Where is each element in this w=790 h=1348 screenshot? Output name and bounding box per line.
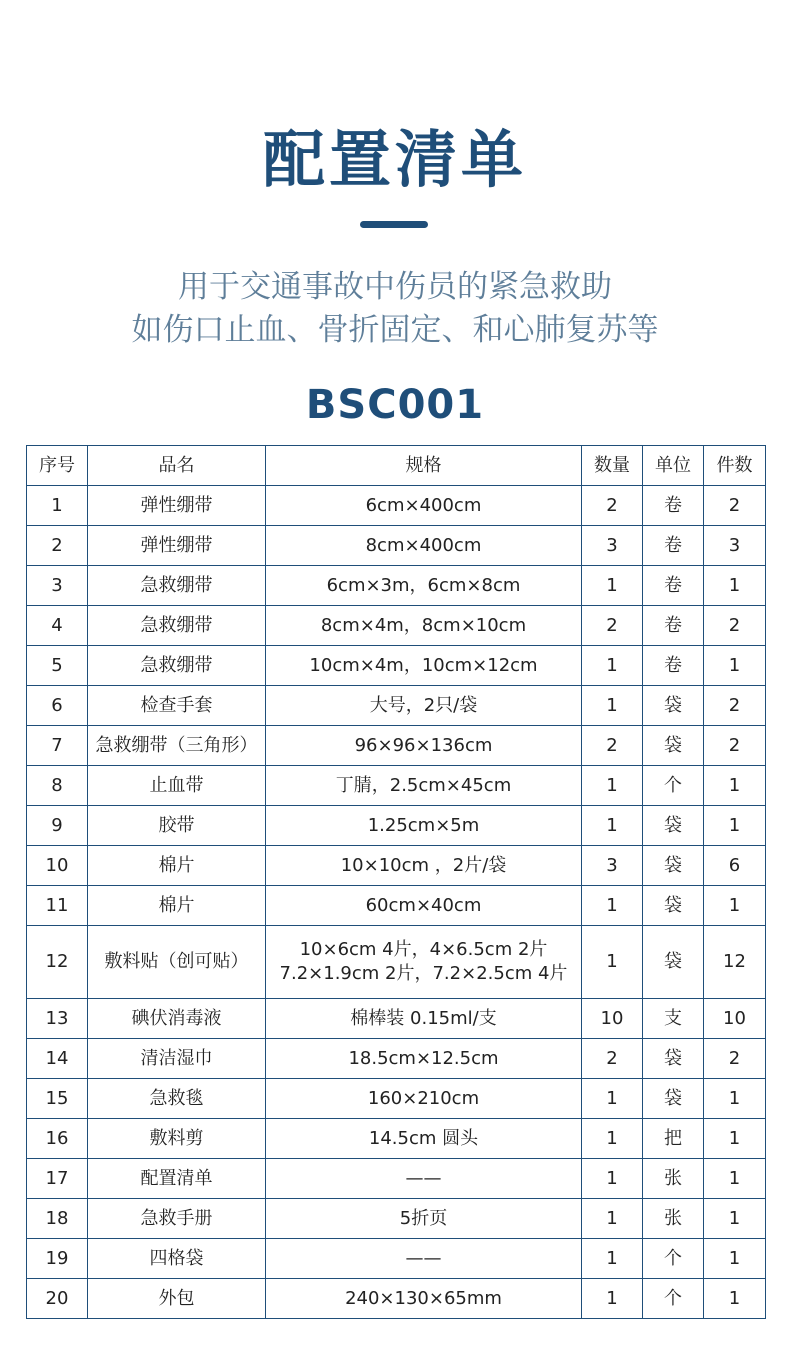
- page-title: 配置清单: [262, 123, 527, 196]
- cell-no: 10: [27, 846, 88, 886]
- cell-unit: 卷: [643, 606, 704, 646]
- cell-unit: 袋: [643, 926, 704, 999]
- cell-unit: 卷: [643, 526, 704, 566]
- cell-no: 3: [27, 566, 88, 606]
- cell-pieces: 1: [704, 886, 766, 926]
- cell-pieces: 1: [704, 566, 766, 606]
- cell-unit: 袋: [643, 726, 704, 766]
- table-row: [27, 726, 766, 766]
- cell-no: 19: [27, 1239, 88, 1279]
- cell-name: 配置清单: [88, 1159, 266, 1199]
- header-pieces: 件数: [704, 446, 766, 486]
- cell-spec: 10×10cm ，2片/袋: [266, 846, 582, 886]
- cell-no: 1: [27, 486, 88, 526]
- cell-name: 胶带: [88, 806, 266, 846]
- cell-spec-line-1: 10×6cm 4片，4×6.5cm 2片: [299, 939, 548, 960]
- table-row: [27, 486, 766, 526]
- table-header-row: [27, 446, 766, 486]
- cell-name: 敷料剪: [88, 1119, 266, 1159]
- cell-spec: 6cm×3m，6cm×8cm: [266, 566, 582, 606]
- cell-name: 急救绷带（三角形）: [88, 726, 266, 766]
- cell-spec: 8cm×4m，8cm×10cm: [266, 606, 582, 646]
- header-spec: 规格: [266, 446, 582, 486]
- cell-spec: 1.25cm×5m: [266, 806, 582, 846]
- cell-no: 18: [27, 1199, 88, 1239]
- cell-no: 12: [27, 926, 88, 999]
- model-number: BSC001: [305, 382, 485, 428]
- cell-pieces: 6: [704, 846, 766, 886]
- header-qty: 数量: [582, 446, 643, 486]
- cell-pieces: 2: [704, 726, 766, 766]
- cell-pieces: 1: [704, 1119, 766, 1159]
- cell-unit: 袋: [643, 886, 704, 926]
- cell-name: 棉片: [88, 886, 266, 926]
- cell-qty: 1: [582, 1159, 643, 1199]
- cell-name: 弹性绷带: [88, 526, 266, 566]
- table-row: [27, 526, 766, 566]
- table-row: [27, 926, 766, 999]
- cell-no: 13: [27, 999, 88, 1039]
- cell-unit: 袋: [643, 1039, 704, 1079]
- cell-pieces: 2: [704, 606, 766, 646]
- cell-qty: 1: [582, 1199, 643, 1239]
- header-unit: 单位: [643, 446, 704, 486]
- cell-no: 9: [27, 806, 88, 846]
- cell-pieces: 10: [704, 999, 766, 1039]
- cell-qty: 1: [582, 1079, 643, 1119]
- table-row: [27, 999, 766, 1039]
- cell-no: 15: [27, 1079, 88, 1119]
- table-row: [27, 1119, 766, 1159]
- table-row: [27, 606, 766, 646]
- cell-spec: 60cm×40cm: [266, 886, 582, 926]
- subtitle-line-2: 如伤口止血、骨折固定、和心肺复苏等: [131, 312, 659, 348]
- cell-pieces: 2: [704, 1039, 766, 1079]
- cell-qty: 3: [582, 526, 643, 566]
- cell-qty: 2: [582, 726, 643, 766]
- table-row: [27, 1239, 766, 1279]
- cell-name: 外包: [88, 1279, 266, 1319]
- cell-pieces: 1: [704, 1239, 766, 1279]
- cell-qty: 1: [582, 1119, 643, 1159]
- cell-spec: 18.5cm×12.5cm: [266, 1039, 582, 1079]
- cell-qty: 2: [582, 606, 643, 646]
- cell-qty: 2: [582, 486, 643, 526]
- cell-unit: 支: [643, 999, 704, 1039]
- cell-qty: 10: [582, 999, 643, 1039]
- cell-pieces: 1: [704, 646, 766, 686]
- cell-spec: 大号，2只/袋: [266, 686, 582, 726]
- cell-pieces: 1: [704, 1279, 766, 1319]
- cell-pieces: 2: [704, 486, 766, 526]
- cell-no: 17: [27, 1159, 88, 1199]
- cell-spec: ——: [266, 1159, 582, 1199]
- cell-no: 16: [27, 1119, 88, 1159]
- cell-unit: 卷: [643, 646, 704, 686]
- cell-pieces: 2: [704, 686, 766, 726]
- cell-qty: 1: [582, 1279, 643, 1319]
- cell-pieces: 1: [704, 1199, 766, 1239]
- cell-spec: 5折页: [266, 1199, 582, 1239]
- cell-name: 急救绷带: [88, 646, 266, 686]
- table-row: [27, 766, 766, 806]
- cell-no: 14: [27, 1039, 88, 1079]
- cell-spec: 丁腈，2.5cm×45cm: [266, 766, 582, 806]
- cell-spec: 240×130×65mm: [266, 1279, 582, 1319]
- table-row: [27, 646, 766, 686]
- table-row: [27, 1199, 766, 1239]
- cell-qty: 1: [582, 806, 643, 846]
- cell-qty: 2: [582, 1039, 643, 1079]
- cell-unit: 个: [643, 1279, 704, 1319]
- header-no: 序号: [27, 446, 88, 486]
- cell-no: 6: [27, 686, 88, 726]
- cell-name: 急救毯: [88, 1079, 266, 1119]
- table-row: [27, 846, 766, 886]
- cell-unit: 卷: [643, 486, 704, 526]
- cell-spec: ——: [266, 1239, 582, 1279]
- cell-pieces: 1: [704, 766, 766, 806]
- cell-pieces: 1: [704, 1079, 766, 1119]
- table-row: [27, 806, 766, 846]
- config-table-body: [27, 446, 766, 1319]
- cell-spec-line-2: 7.2×1.9cm 2片，7.2×2.5cm 4片: [279, 963, 568, 984]
- header-name: 品名: [88, 446, 266, 486]
- cell-qty: 1: [582, 646, 643, 686]
- table-row: [27, 1039, 766, 1079]
- cell-spec: 14.5cm 圆头: [266, 1119, 582, 1159]
- cell-qty: 1: [582, 766, 643, 806]
- subtitle-line-1: 用于交通事故中伤员的紧急救助: [178, 269, 612, 305]
- table-row: [27, 1079, 766, 1119]
- cell-no: 11: [27, 886, 88, 926]
- cell-pieces: 1: [704, 806, 766, 846]
- cell-name: 清洁湿巾: [88, 1039, 266, 1079]
- cell-name: 碘伏消毒液: [88, 999, 266, 1039]
- cell-name: 敷料贴（创可贴）: [88, 926, 266, 999]
- cell-name: 急救手册: [88, 1199, 266, 1239]
- table-row: [27, 686, 766, 726]
- cell-spec: 96×96×136cm: [266, 726, 582, 766]
- cell-qty: 1: [582, 886, 643, 926]
- cell-qty: 3: [582, 846, 643, 886]
- cell-name: 急救绷带: [88, 606, 266, 646]
- cell-spec: 棉棒装 0.15ml/支: [266, 999, 582, 1039]
- cell-qty: 1: [582, 1239, 643, 1279]
- cell-name: 检查手套: [88, 686, 266, 726]
- config-table: [26, 445, 766, 1319]
- cell-unit: 袋: [643, 686, 704, 726]
- table-row: [27, 1279, 766, 1319]
- title-divider: [360, 221, 428, 228]
- table-row: [27, 886, 766, 926]
- cell-name: 弹性绷带: [88, 486, 266, 526]
- cell-pieces: 1: [704, 1159, 766, 1199]
- cell-name: 棉片: [88, 846, 266, 886]
- cell-unit: 袋: [643, 806, 704, 846]
- cell-spec: 6cm×400cm: [266, 486, 582, 526]
- cell-no: 5: [27, 646, 88, 686]
- cell-unit: 袋: [643, 1079, 704, 1119]
- cell-spec: 10cm×4m，10cm×12cm: [266, 646, 582, 686]
- cell-spec: 8cm×400cm: [266, 526, 582, 566]
- cell-name: 急救绷带: [88, 566, 266, 606]
- cell-name: 止血带: [88, 766, 266, 806]
- cell-pieces: 12: [704, 926, 766, 999]
- cell-pieces: 3: [704, 526, 766, 566]
- cell-no: 2: [27, 526, 88, 566]
- cell-spec: [266, 926, 582, 999]
- cell-unit: 袋: [643, 846, 704, 886]
- cell-unit: 个: [643, 766, 704, 806]
- cell-unit: 张: [643, 1199, 704, 1239]
- cell-no: 7: [27, 726, 88, 766]
- table-row: [27, 1159, 766, 1199]
- cell-unit: 卷: [643, 566, 704, 606]
- cell-spec: 160×210cm: [266, 1079, 582, 1119]
- cell-no: 8: [27, 766, 88, 806]
- table-row: [27, 566, 766, 606]
- cell-qty: 1: [582, 686, 643, 726]
- cell-no: 4: [27, 606, 88, 646]
- cell-no: 20: [27, 1279, 88, 1319]
- cell-unit: 个: [643, 1239, 704, 1279]
- cell-qty: 1: [582, 566, 643, 606]
- cell-unit: 把: [643, 1119, 704, 1159]
- cell-name: 四格袋: [88, 1239, 266, 1279]
- cell-qty: 1: [582, 926, 643, 999]
- cell-unit: 张: [643, 1159, 704, 1199]
